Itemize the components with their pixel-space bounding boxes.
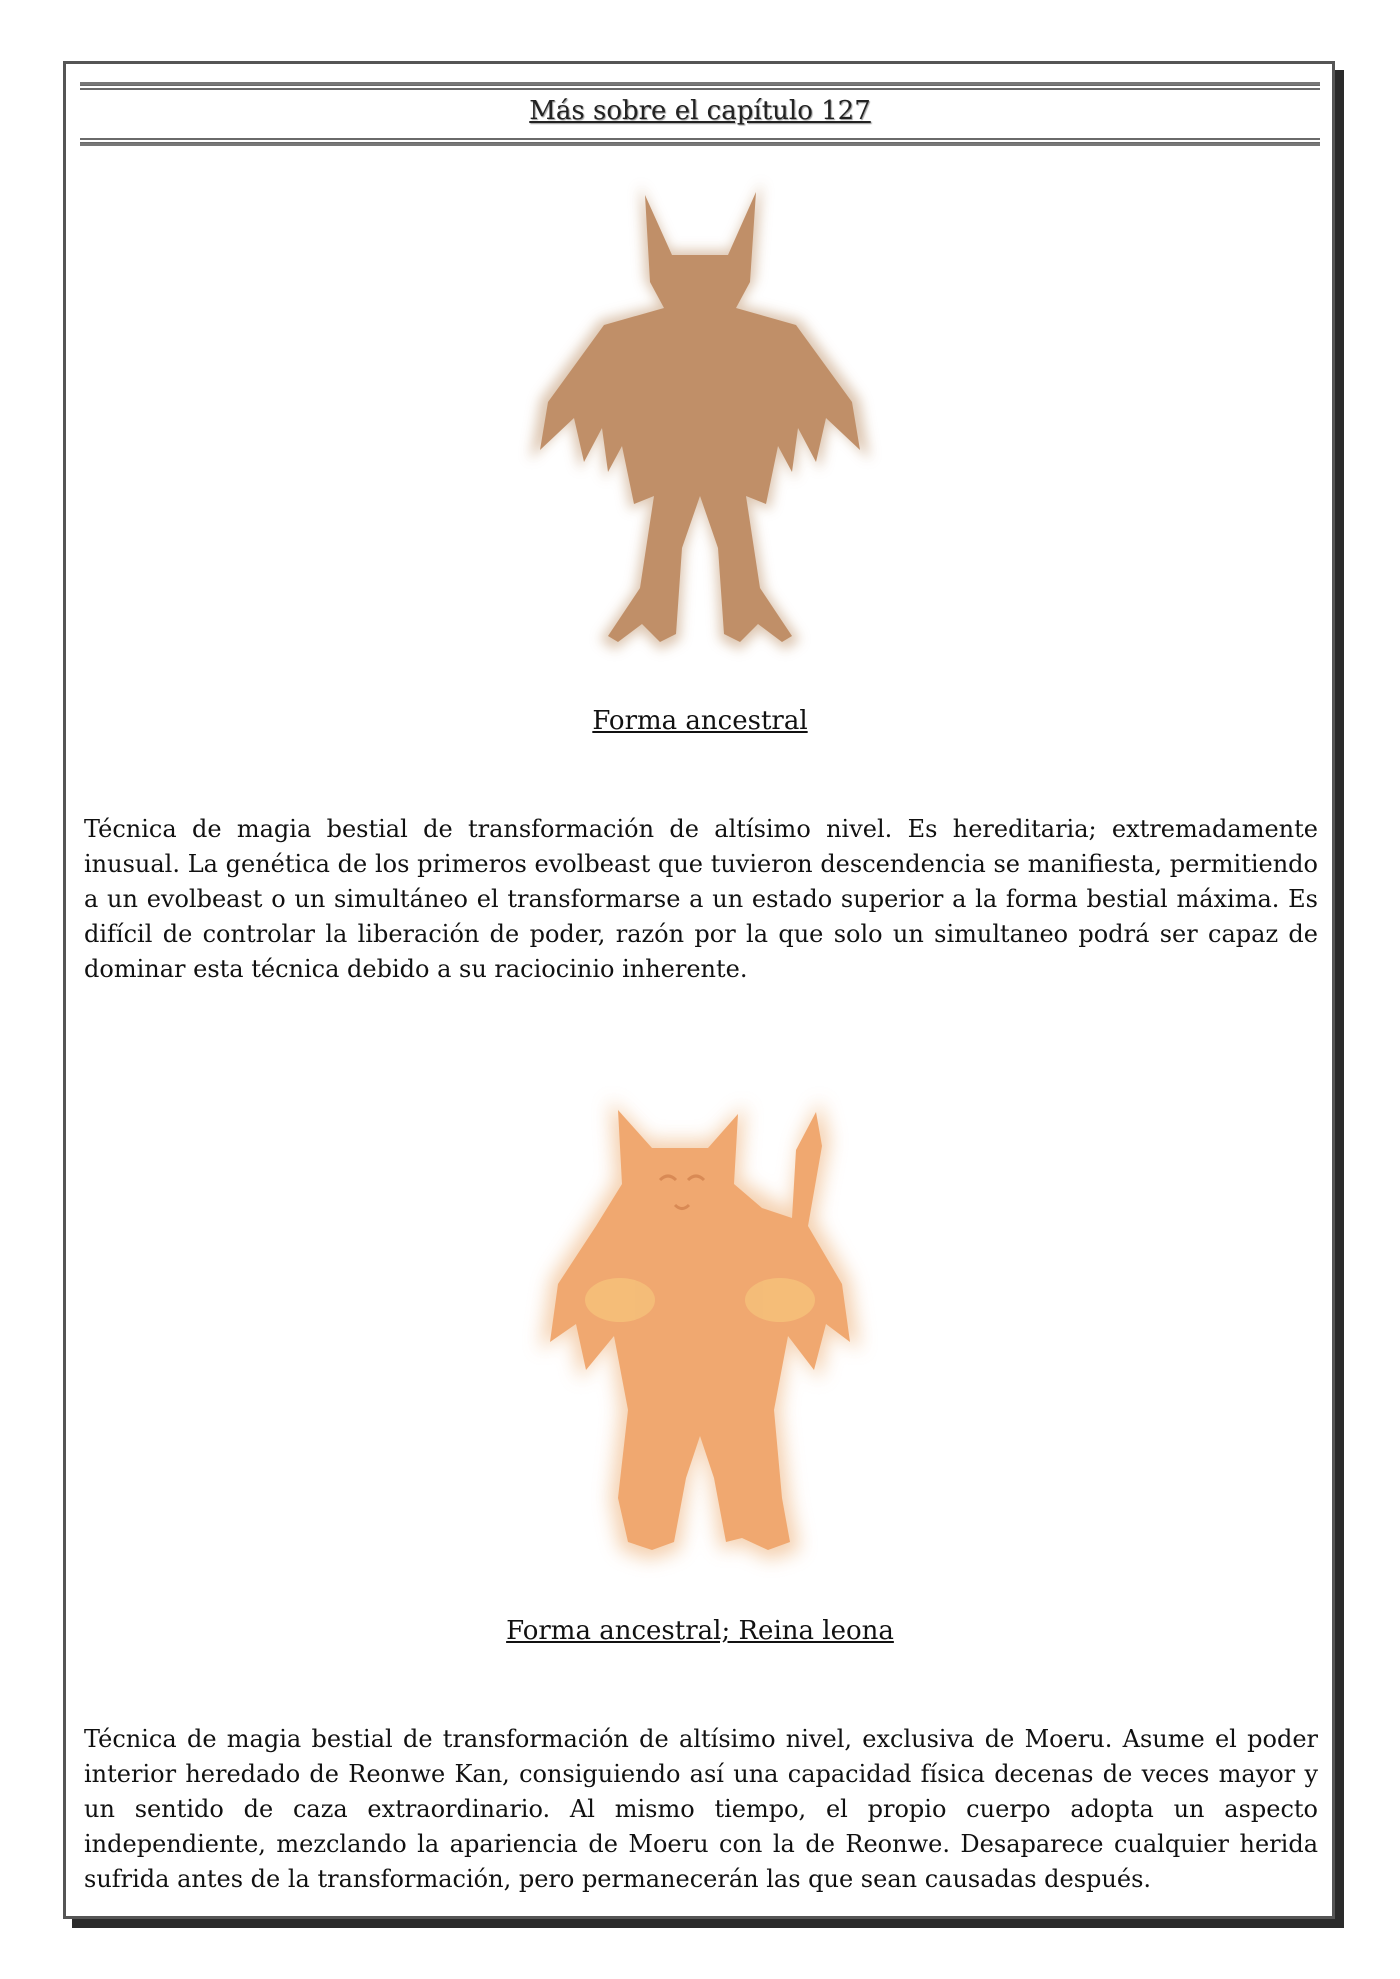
page-title: Más sobre el capítulo 127 (529, 96, 871, 126)
beast-silhouette-body (540, 192, 860, 642)
figure-caption-forma-ancestral: Forma ancestral (592, 706, 808, 736)
lioness-beast-icon (500, 1080, 900, 1600)
figure-caption-reina-leona: Forma ancestral; Reina leona (506, 1616, 894, 1646)
description-reina-leona: Técnica de magia bestial de transformación de altísimo nivel, exclusiva de Moeru. Asume el poder interior heredado de Reonwe Kan, consiguiendo así una capacidad física decenas de veces mayor y un sentido de caza extraordinario. Al mismo tiempo, el propio cuerpo adopta un aspecto independiente, mezclando la apariencia de Moeru con la de Reonwe. Desaparece cualquier herida sufrida antes de la transformación, pero permanecerán las que sean causadas después. (84, 1725, 1318, 1893)
description-forma-ancestral: Técnica de magia bestial de transformación de altísimo nivel. Es hereditaria; extremadamente inusual. La genética de los primeros evolbeast que tuvieron descendencia se manifiesta, permitiendo a un evolbeast o un simultáneo el transformarse a un estado superior a la forma bestial máxima. Es difícil de controlar la liberación de poder, razón por la que solo un simultaneo podrá ser capaz de dominar esta técnica debido a su raciocinio inherente. (84, 815, 1318, 983)
beast-silhouette-icon (500, 170, 900, 690)
